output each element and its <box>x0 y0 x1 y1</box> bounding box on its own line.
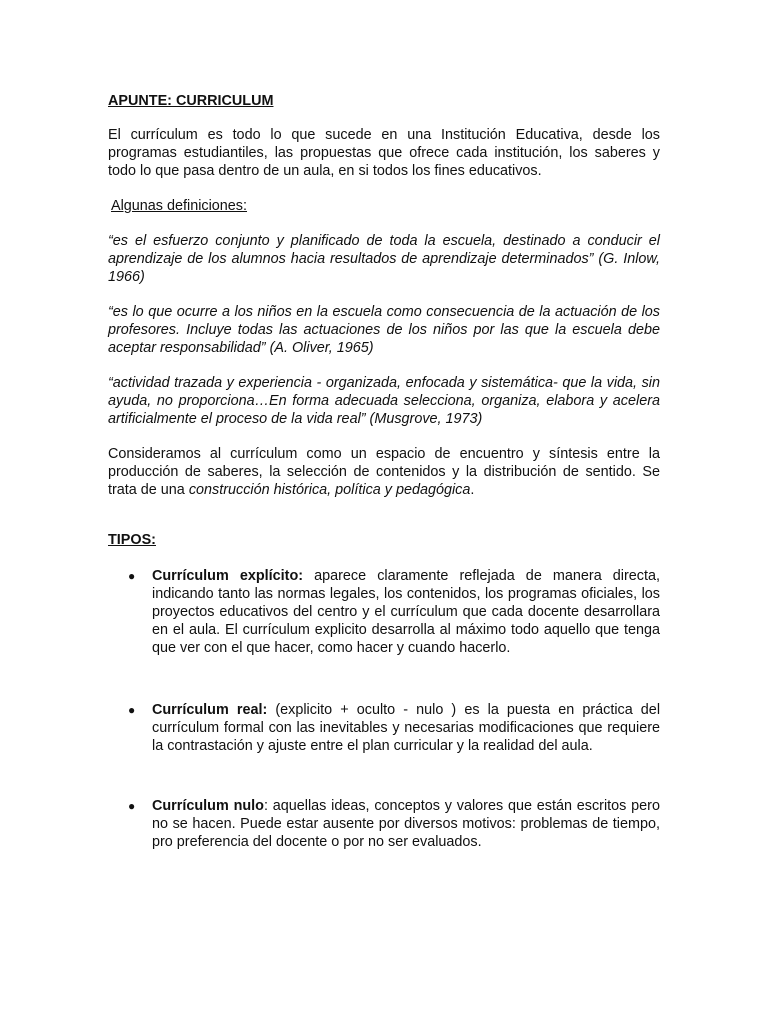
bullet-icon: ● <box>128 799 136 813</box>
list-item <box>108 567 660 657</box>
type-term: Currículum real: <box>152 702 268 718</box>
bullet-icon: ● <box>128 703 136 717</box>
type-description: aparece claramente reflejada de manera directa, indicando tanto las normas legales, los contenidos, los programas oficiales, los proyectos educativos del centro y el currículum que cada docente desarrollara en el aula. El currículum explicito desarrolla al máximo todo aquello que tenga que ver con el que hacer, como hacer y cuando hacerlo. <box>152 568 660 656</box>
definition-quote-1: “es el esfuerzo conjunto y planificado de toda la escuela, destinado a conducir el aprendizaje de los alumnos hacia resultados de aprendizaje determinados” (G. Inlow, 1966) <box>108 233 660 285</box>
type-description: : aquellas ideas, conceptos y valores que están escritos pero no se hacen. Puede estar ausente por diversos motivos: problemas de tiempo, pro preferencia del docente o por no ser evaluados. <box>152 798 660 850</box>
list-item <box>108 701 660 755</box>
conclusion-emphasis: construcción histórica, política y pedagógica <box>188 482 471 498</box>
definitions-heading: Algunas definiciones: <box>111 198 248 214</box>
type-term: Currículum nulo <box>152 798 264 814</box>
types-heading: TIPOS: <box>108 532 156 548</box>
type-term: Currículum explícito: <box>152 568 304 584</box>
document-body <box>108 92 660 851</box>
conclusion-end: . <box>470 482 475 498</box>
conclusion-text: Consideramos al currículum como un espacio de encuentro y síntesis entre la producción de saberes, la selección de contenidos y la distribución de sentido. Se trata de una <box>108 446 660 498</box>
bullet-icon: ● <box>128 569 136 583</box>
definition-quote-3: “actividad trazada y experiencia - organizada, enfocada y sistemática- que la vida, sin ayuda, no proporciona…En forma adecuada selecciona, organiza, elabora y acelera artificialmente el proceso de la vida real” (Musgrove, 1973) <box>108 375 660 427</box>
list-item <box>108 797 660 851</box>
document-title: APUNTE: CURRICULUM <box>108 93 274 109</box>
type-description: (explicito + oculto - nulo ) es la puesta en práctica del currículum formal con las inevitables y necesarias modificaciones que requiere la contrastación y ajuste entre el plan curricular y la realidad del aula. <box>152 702 661 754</box>
intro-paragraph: El currículum es todo lo que sucede en una Institución Educativa, desde los programas estudiantiles, las propuestas que ofrece cada institución, los saberes y todo lo que pasa dentro de un aula, en si todos los fines educativos. <box>108 127 660 179</box>
conclusion-paragraph <box>108 445 660 499</box>
definition-quote-2: “es lo que ocurre a los niños en la escuela como consecuencia de la actuación de los profesores. Incluye todas las actuaciones de los niños por las que la escuela debe aceptar responsabilidad” (A. Oliver, 1965) <box>108 304 660 356</box>
types-list <box>108 567 660 851</box>
